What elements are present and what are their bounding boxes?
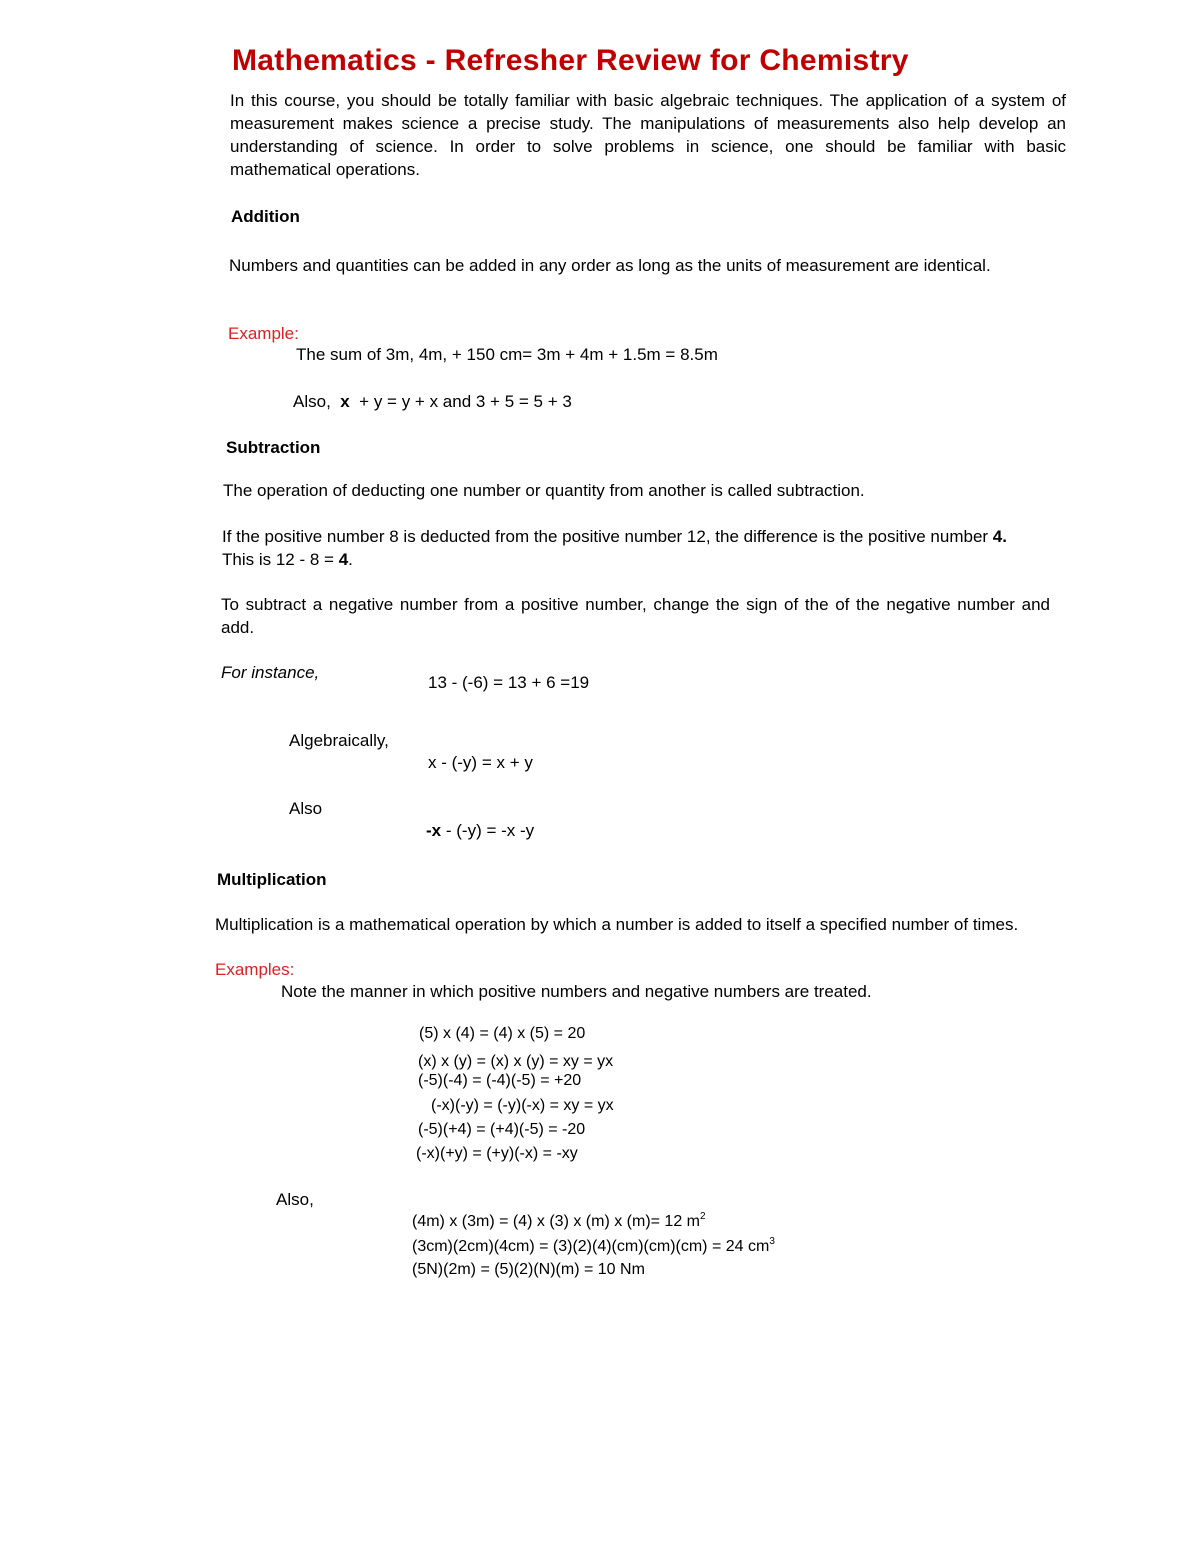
bold-four-result: 4 <box>338 550 349 569</box>
unit-equation-text: (4m) x (3m) = (4) x (3) x (m) x (m)= 12 m <box>412 1213 700 1230</box>
also-label-subtraction: Also <box>289 799 323 818</box>
intro-paragraph: In this course, you should be totally familiar with basic algebraic techniques. The application of a system of measurement makes science a precise study. The manipulations of measurements also help develop an understanding of science. In order to solve problems in science, one should be familiar with basic mathematical operations. <box>230 91 1066 179</box>
also-equation-rest: - (-y) = -x -y <box>445 821 535 840</box>
subtraction-example-text: If the positive number 8 is deducted from the positive number 12, the difference is the positive number <box>222 527 989 546</box>
equation-line: (5) x (4) = (4) x (5) = 20 <box>419 1025 586 1042</box>
bold-neg-x: -x <box>426 821 442 840</box>
page-title: Mathematics - Refresher Review for Chemistry <box>232 44 909 77</box>
period: . <box>348 550 353 569</box>
for-instance-label: For instance, <box>221 663 320 682</box>
bold-four: 4. <box>992 527 1007 546</box>
equation-line: (-5)(-4) = (-4)(-5) = +20 <box>418 1072 582 1089</box>
algebraic-equation: x - (-y) = x + y <box>428 753 533 772</box>
subtraction-example-paragraph <box>222 525 1042 571</box>
addition-heading: Addition <box>231 207 300 226</box>
bold-x: x <box>340 392 350 411</box>
multiplication-note: Note the manner in which positive numbers and negative numbers are treated. <box>281 982 872 1001</box>
unit-equation-1 <box>412 1213 706 1231</box>
subtraction-definition: The operation of deducting one number or quantity from another is called subtraction. <box>223 481 865 500</box>
subtraction-expression: This is 12 - 8 = <box>222 550 334 569</box>
examples-label: Examples: <box>215 960 295 979</box>
multiplication-heading: Multiplication <box>217 870 327 889</box>
exponent: 2 <box>700 1211 706 1222</box>
addition-commutative-line <box>293 392 572 412</box>
subtraction-negative-paragraph: To subtract a negative number from a positive number, change the sign of the of the negative number and add. <box>221 595 1050 637</box>
multiplication-paragraph: Multiplication is a mathematical operation by which a number is added to itself a specified number of times. <box>215 915 1019 934</box>
unit-equation-2 <box>412 1238 775 1256</box>
equation-line: (-x)(-y) = (-y)(-x) = xy = yx <box>431 1097 614 1114</box>
also-equation <box>426 821 534 841</box>
subtraction-heading: Subtraction <box>226 438 321 457</box>
unit-equation-text: (3cm)(2cm)(4cm) = (3)(2)(4)(cm)(cm)(cm) = 24 cm <box>412 1238 770 1255</box>
instance-equation: 13 - (-6) = 13 + 6 =19 <box>428 673 590 692</box>
commutative-equation: + y = y + x and 3 + 5 = 5 + 3 <box>359 392 572 411</box>
exponent: 3 <box>769 1236 775 1247</box>
equation-line: (-x)(+y) = (+y)(-x) = -xy <box>416 1145 578 1162</box>
algebraically-label: Algebraically, <box>289 731 389 750</box>
addition-example-line: The sum of 3m, 4m, + 150 cm= 3m + 4m + 1.5m = 8.5m <box>296 345 718 364</box>
equation-line: (x) x (y) = (x) x (y) = xy = yx <box>418 1053 614 1070</box>
addition-example-label: Example: <box>228 324 299 343</box>
also-text: Also, <box>293 392 331 411</box>
also-label-multiplication: Also, <box>276 1190 314 1209</box>
addition-paragraph: Numbers and quantities can be added in any order as long as the units of measurement are identical. <box>229 256 991 275</box>
equation-line: (-5)(+4) = (+4)(-5) = -20 <box>418 1121 586 1138</box>
unit-equation-3: (5N)(2m) = (5)(2)(N)(m) = 10 Nm <box>412 1261 645 1278</box>
